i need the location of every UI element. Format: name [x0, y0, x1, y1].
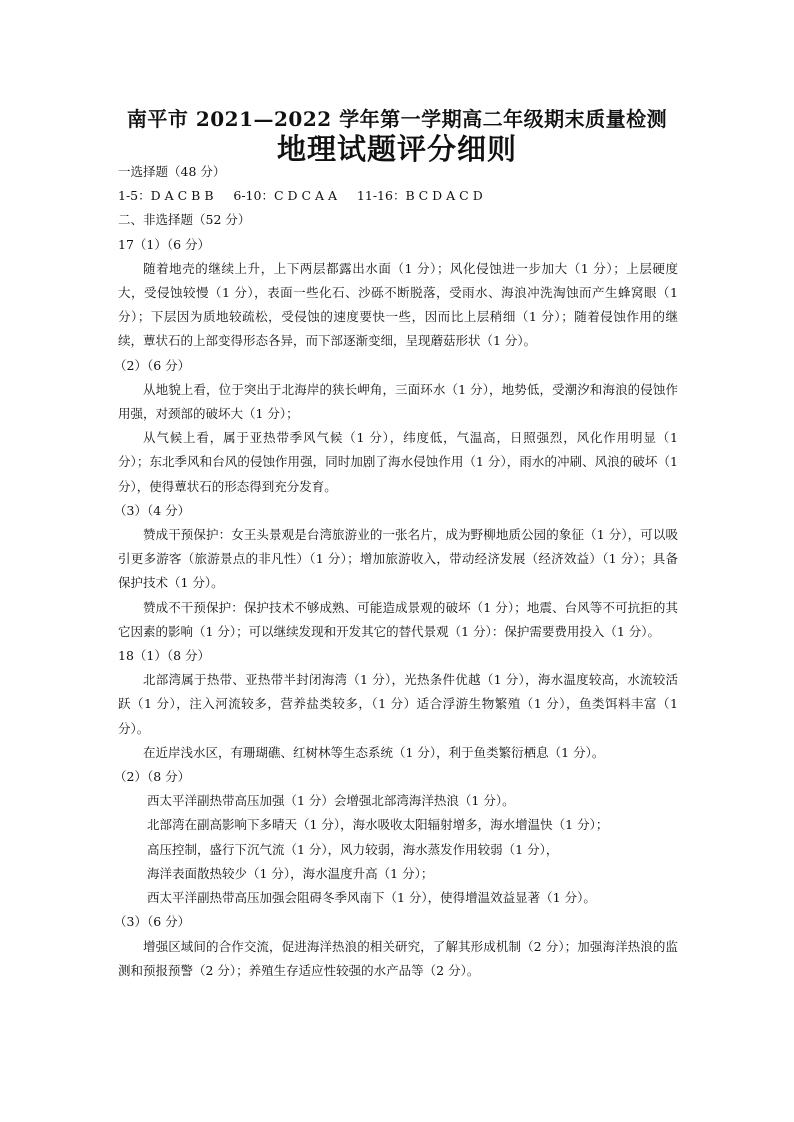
section2-heading: 二、非选择题（52 分） — [118, 212, 251, 228]
q18-2-line: 西太平洋副热带高压加强会阻碍冬季风南下（1 分），使得增温效益显著（1 分）。 — [147, 890, 596, 906]
document-body — [114, 160, 678, 983]
q17-3-heading: （3）（4 分） — [114, 502, 191, 518]
q17-2-heading: （2）（6 分） — [114, 357, 191, 373]
q17-1-answer: 随着地壳的继续上升，上下两层都露出水面（1 分）；风化侵蚀进一步加大（1 分）；上层硬度大，受侵蚀较慢（1 分），表面一些化石、沙砾不断脱落，受雨水、海浪冲洗淘蚀而产生蜂窝眼（1 分）；下层因为质地较疏松，受侵蚀的速度要快一些，因而比上层稍细（1 分）；随着侵蚀作用的继续，蕈状石的上部变得形态各异，而下部逐渐变细，呈现蘑菇形状（1 分）。 — [118, 260, 678, 349]
q18-2-line: 高压控制，盛行下沉气流（1 分），风力较弱，海水蒸发作用较弱（1 分）， — [147, 841, 559, 857]
q18-3-heading: （3）（6 分） — [114, 914, 191, 930]
exam-title: 南平市 2021—2022 学年第一学期高二年级期末质量检测 — [126, 107, 668, 131]
q17-2-answer-climate: 从气候上看，属于亚热带季风气候（1 分），纬度低，气温高，日照强烈，风化作用明显（1 分）；东北季风和台风的侵蚀作用强，同时加剧了海水侵蚀作用（1 分），雨水的冲刷、风浪的破坏（1 分），使得蕈状石的形态得到充分发育。 — [118, 430, 678, 494]
q18-1-heading: 18（1）（8 分） — [118, 648, 211, 664]
q18-2-heading: （2）（8 分） — [114, 769, 191, 785]
q18-2-line: 海洋表面散热较少（1 分），海水温度升高（1 分）； — [147, 865, 434, 881]
q18-2-line: 西太平洋副热带高压加强（1 分）会增强北部湾海洋热浪（1 分）。 — [147, 793, 515, 809]
document-title: 地理试题评分细则 — [276, 132, 517, 166]
q17-2-answer-landform: 从地貌上看，位于突出于北海岸的狭长岬角，三面环水（1 分），地势低，受潮汐和海浪的侵蚀作用强，对颈部的破坏大（1 分）； — [118, 381, 678, 422]
q17-3-answer-support: 赞成干预保护：女王头景观是台湾旅游业的一张名片，成为野柳地质公园的象征（1 分），可以吸引更多游客（旅游景点的非凡性）（1 分）；增加旅游收入，带动经济发展（经济效益）（1 分）；具备保护技术（1 分）。 — [118, 527, 678, 591]
q17-1-heading: 17（1）（6 分） — [118, 236, 211, 252]
q17-3-answer-oppose: 赞成不干预保护：保护技术不够成熟、可能造成景观的破坏（1 分）；地震、台风等不可抗拒的其它因素的影响（1 分）；可以继续发现和开发其它的替代景观（1 分）：保护需要费用投入（1 分）。 — [118, 599, 678, 639]
q18-3-answer: 增强区域间的合作交流，促进海洋热浪的相关研究，了解其形成机制（2 分）；加强海洋热浪的监测和预报预警（2 分）；养殖生存适应性较强的水产品等（2 分）。 — [118, 938, 678, 978]
q18-1-answer-a: 北部湾属于热带、亚热带半封闭海湾（1 分），光热条件优越（1 分），海水温度较高，水流较活跃（1 分），注入河流较多，营养盐类较多，（1 分）适合浮游生物繁殖（1 分），鱼类饵料丰富（1 分）。 — [118, 672, 678, 736]
q18-2-line: 北部湾在副高影响下多晴天（1 分），海水吸收太阳辐射增多，海水增温快（1 分）； — [147, 817, 609, 833]
choice-answers: 1-5：D A C B B 6-10：C D C A A 11-16：B C D A C D — [118, 188, 483, 204]
q18-1-answer-b: 在近岸浅水区，有珊瑚礁、红树林等生态系统（1 分），利于鱼类繁衍栖息（1 分）。 — [143, 744, 605, 760]
section1-heading: 一选择题（48 分） — [118, 164, 226, 179]
